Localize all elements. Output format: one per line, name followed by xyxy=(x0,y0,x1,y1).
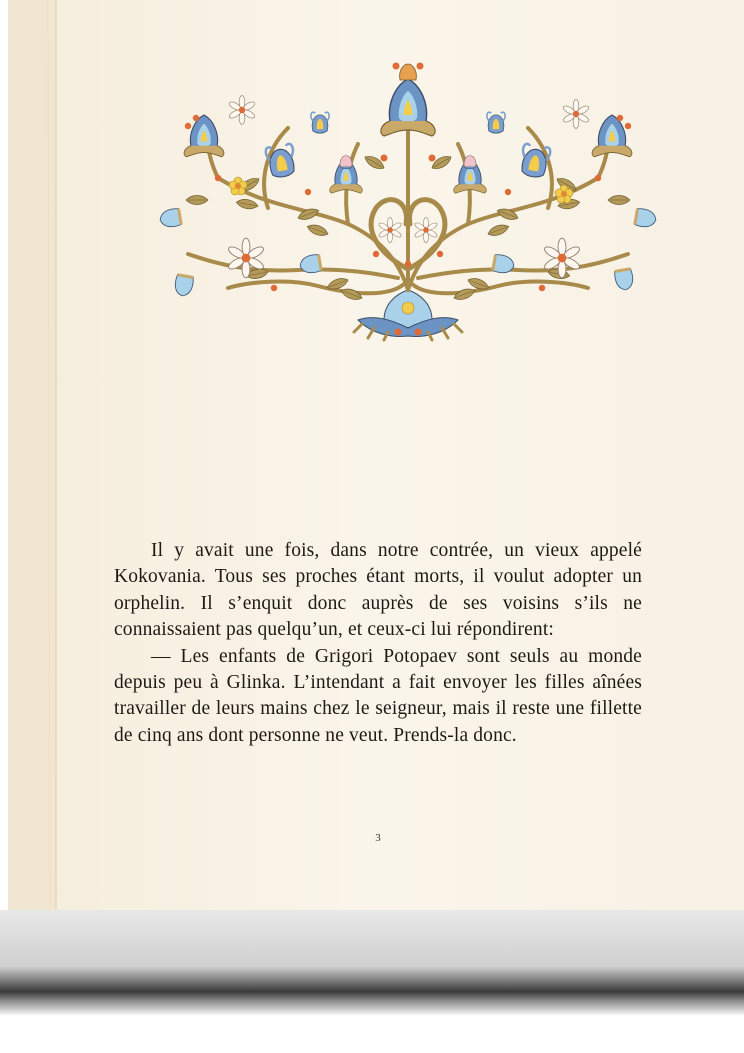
page-number: 3 xyxy=(375,832,381,844)
folk-floral-ornament-icon xyxy=(148,58,668,344)
paragraph: — Les enfants de Grigori Potopaev sont seuls au monde depuis peu à Glinka. L’intendant a fait envoyer les filles aînées travailler de leurs mains chez le seigneur, mais il reste une fillette de cinq ans dont personne ne veut. Prends-la donc. xyxy=(114,645,642,746)
story-text xyxy=(114,538,642,749)
paragraph: Il y avait une fois, dans notre contrée, un vieux appelé Kokovania. Tous ses proches étant morts, il voulut adopter un orphelin. Il s’enquit donc auprès de ses voisins s’ils ne connaissaient pas quelqu’un, et ceux-ci lui répondirent: xyxy=(114,540,642,641)
